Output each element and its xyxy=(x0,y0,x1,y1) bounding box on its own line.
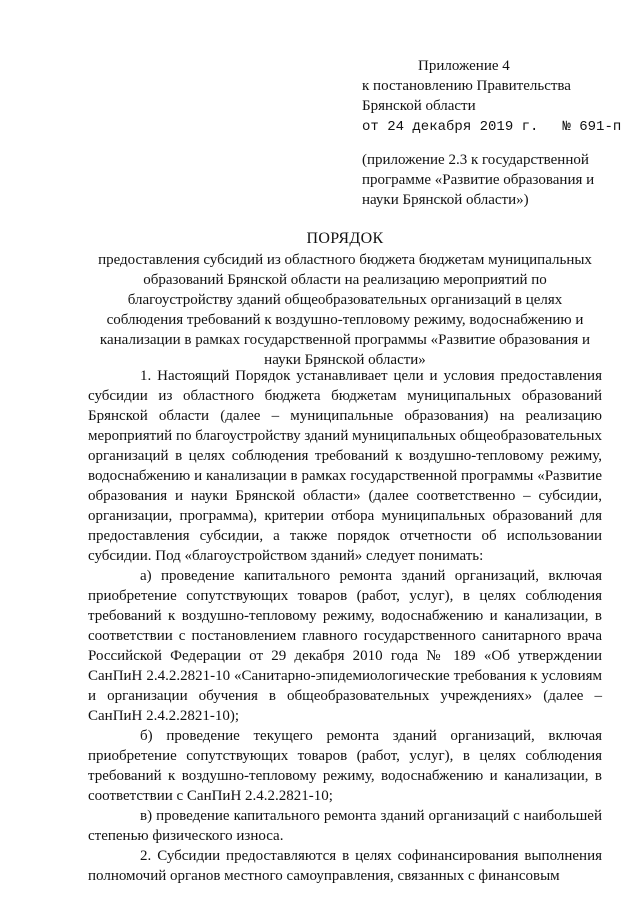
annex-reference: к постановлению Правительства xyxy=(362,78,571,94)
paragraph-2: 2. Субсидии предоставляются в целях софинансирования выполнения полномочий органов местного самоуправления, связанных с финансовым xyxy=(88,848,602,884)
annex-number: № 691-п xyxy=(562,119,622,135)
annex-header xyxy=(362,56,632,137)
paragraph-v: в) проведение капитального ремонта зданий организаций с наибольшей степенью физического износа. xyxy=(88,808,602,844)
document-subtitle: предоставления субсидий из областного бюджета бюджетам муниципальных образований Брянской области на реализацию мероприятий по благоустройству зданий общеобразовательных организаций в целях соблюдения требований к воздушно-тепловому режиму, водоснабжению и канализации в рамках государственной программы «Развитие образования и науки Брянской области» xyxy=(98,252,592,368)
document-title: ПОРЯДОК xyxy=(306,230,384,247)
annex-date-number xyxy=(362,116,632,137)
paragraph-1: 1. Настоящий Порядок устанавливает цели и условия предоставления субсидии из областного бюджета бюджетам муниципальных образований Брянской области (далее – муниципальные образования) на реализацию мероприятий по благоустройству зданий муниципальных общеобразовательных организаций в целях соблюдения требований к воздушно-тепловому режиму, водоснабжению и канализации в рамках государственной программы «Развитие образования и науки Брянской области» (далее соответственно – субсидии, организации, программа), критерии отбора муниципальных образований для предоставления субсидии, а также порядок отчетности об использовании субсидии. Под «благоустройством зданий» следует понимать: xyxy=(88,368,602,564)
document-body xyxy=(88,366,602,886)
program-annex-note: (приложение 2.3 к государственной программе «Развитие образования и науки Брянской области») xyxy=(362,152,595,208)
annex-date: от 24 декабря 2019 г. xyxy=(362,119,539,135)
annex-title: Приложение 4 xyxy=(418,58,510,74)
document-heading xyxy=(90,228,600,370)
paragraph-a: а) проведение капитального ремонта зданий организаций, включая приобретение сопутствующих товаров (работ, услуг), в целях соблюдения требований к воздушно-тепловому режиму, водоснабжению и канализации, в соответствии с постановлением главного государственного санитарного врача Российской Федерации от 29 декабря 2010 года № 189 «Об утверждении СанПиН 2.4.2.2821-10 «Санитарно-эпидемиологические требования к условиям и организации обучения в общеобразовательных учреждениях» (далее – СанПиН 2.4.2.2821-10); xyxy=(88,568,602,724)
annex-region: Брянской области xyxy=(362,98,476,114)
paragraph-b: б) проведение текущего ремонта зданий организаций, включая приобретение сопутствующих товаров (работ, услуг), в целях соблюдения требований к воздушно-тепловому режиму, водоснабжению и канализации, в соответствии с СанПиН 2.4.2.2821-10; xyxy=(88,728,602,804)
